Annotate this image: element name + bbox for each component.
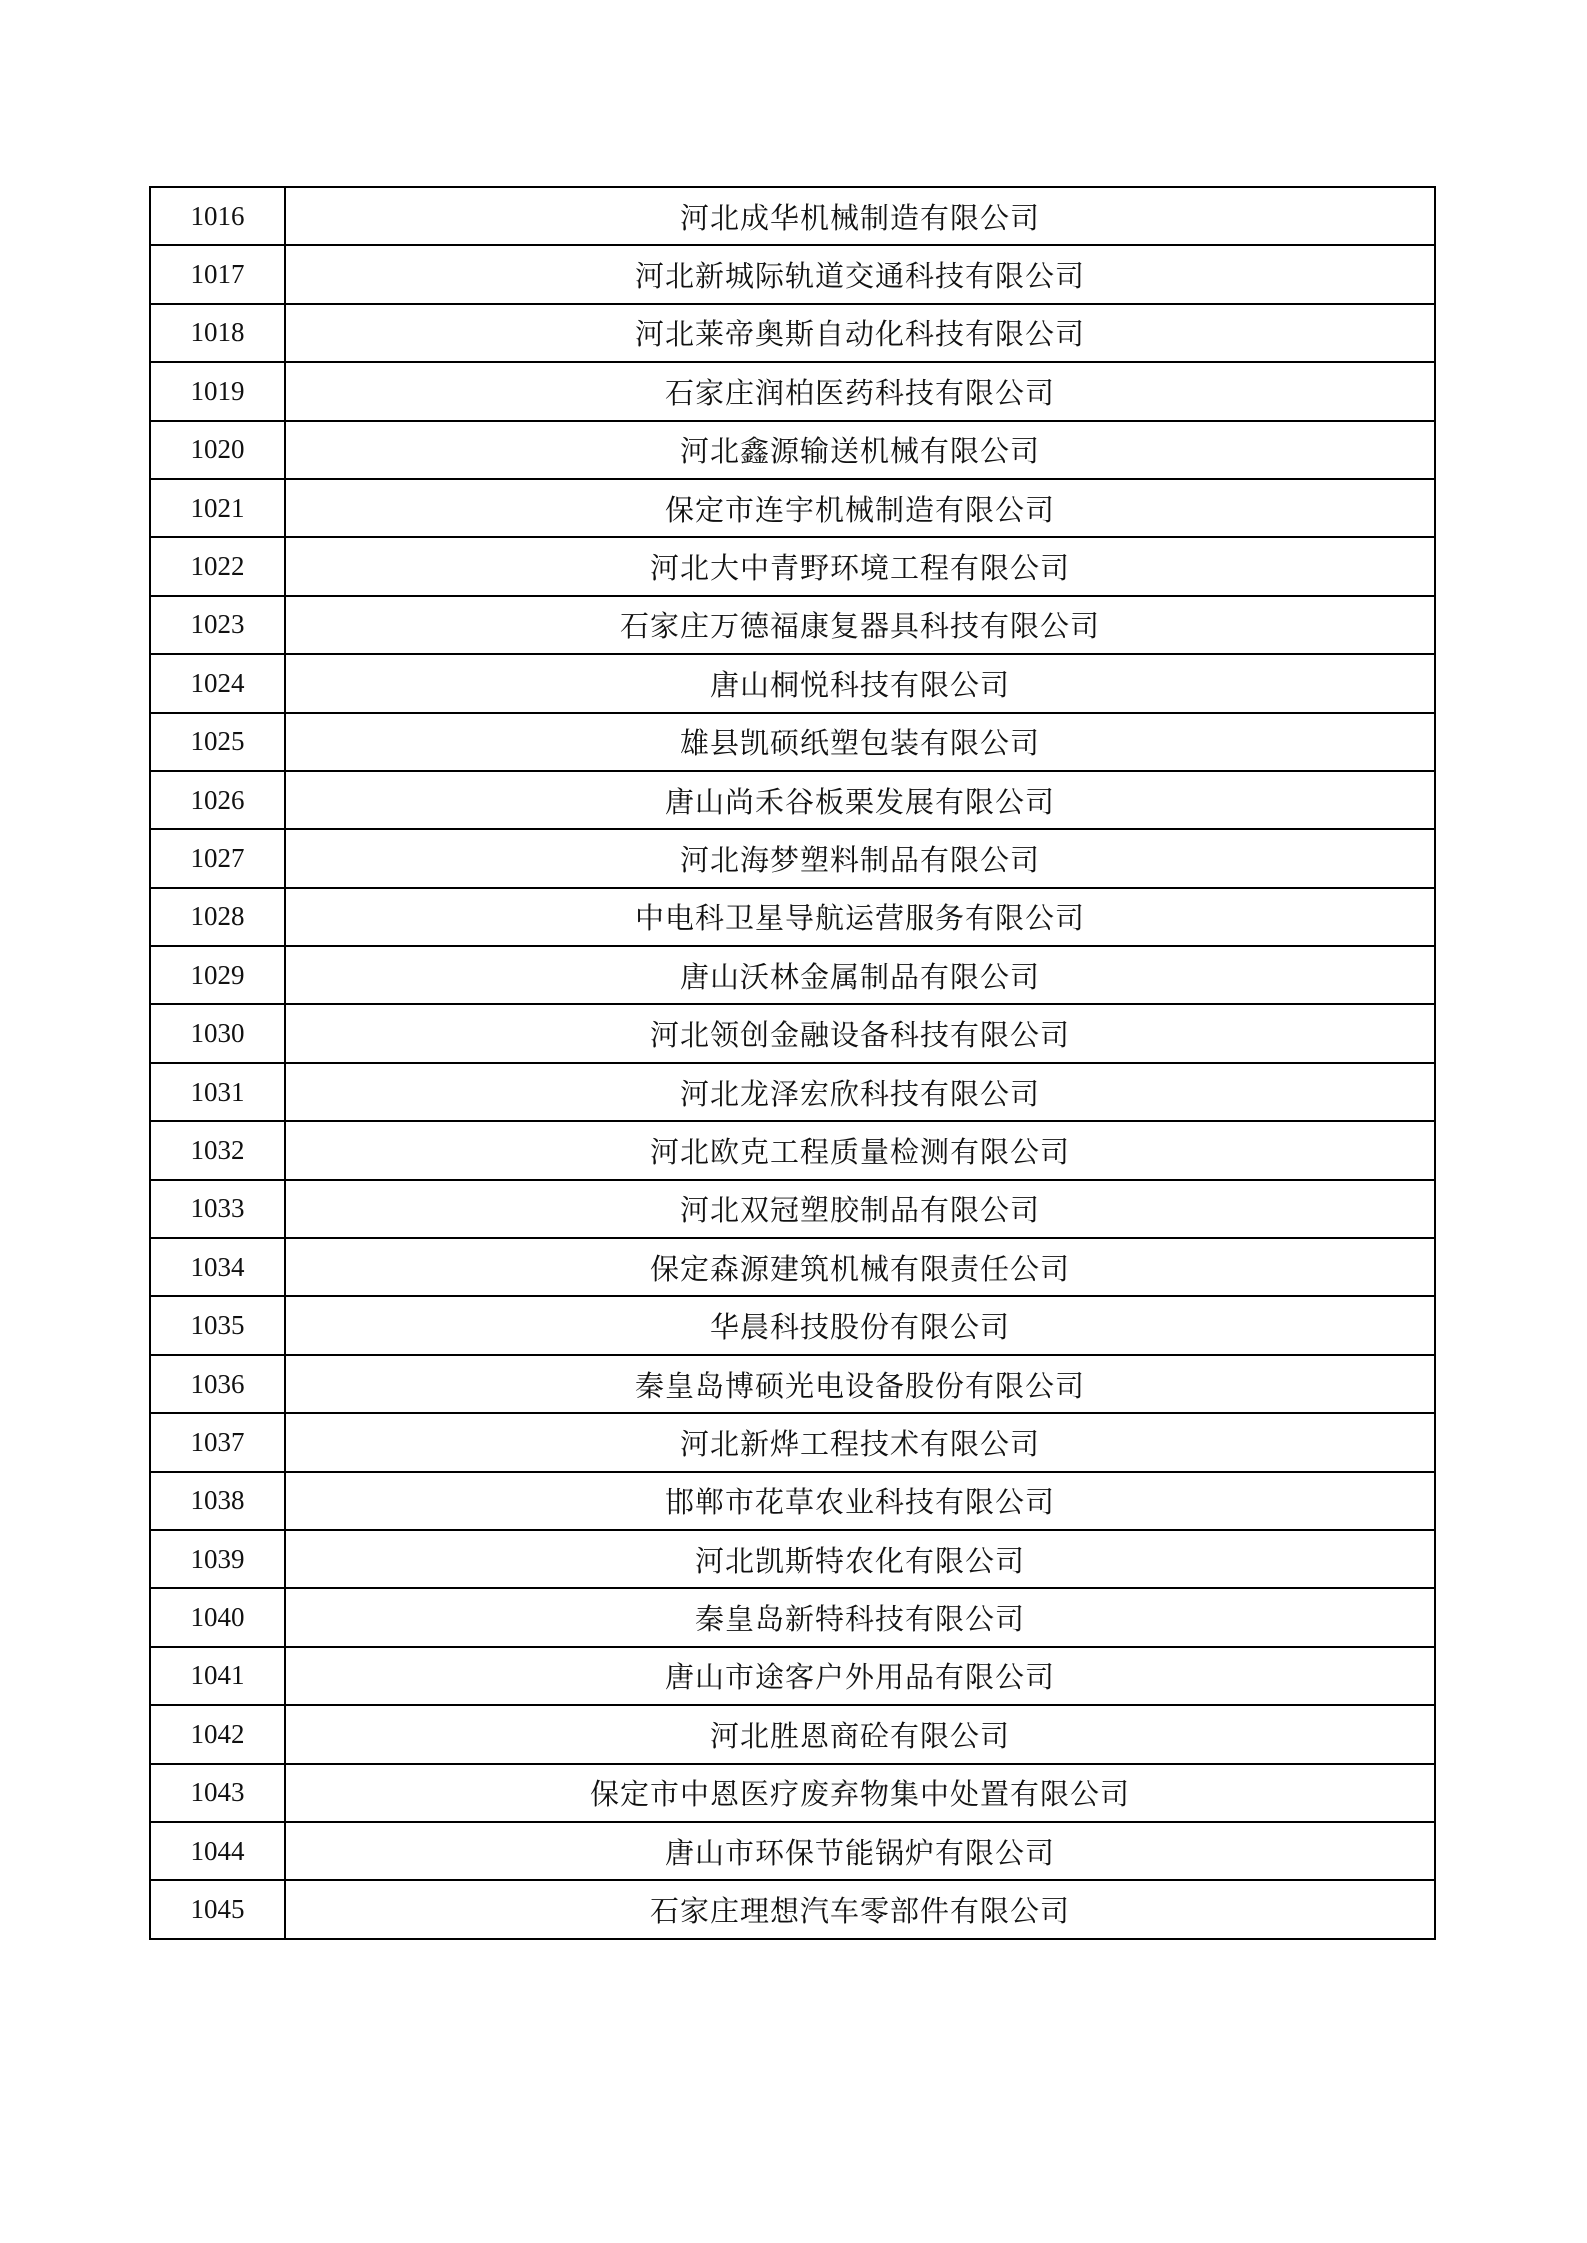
company-name-cell: 石家庄万德福康复器具科技有限公司 [285, 596, 1435, 654]
company-list-table [149, 186, 1436, 1940]
company-name-cell: 河北双冠塑胶制品有限公司 [285, 1180, 1435, 1238]
company-name-cell: 河北莱帝奥斯自动化科技有限公司 [285, 304, 1435, 362]
company-name-cell: 中电科卫星导航运营服务有限公司 [285, 888, 1435, 946]
table-row [150, 1180, 1435, 1238]
row-number-cell: 1022 [150, 537, 285, 595]
company-name-cell: 唐山尚禾谷板栗发展有限公司 [285, 771, 1435, 829]
row-number-cell: 1033 [150, 1180, 285, 1238]
table-row [150, 1647, 1435, 1705]
company-name-cell: 唐山市环保节能锅炉有限公司 [285, 1822, 1435, 1880]
table-row [150, 1296, 1435, 1354]
row-number-cell: 1041 [150, 1647, 285, 1705]
company-name-cell: 石家庄润柏医药科技有限公司 [285, 362, 1435, 420]
row-number-cell: 1027 [150, 829, 285, 887]
company-name-cell: 河北新城际轨道交通科技有限公司 [285, 245, 1435, 303]
company-name-cell: 河北龙泽宏欣科技有限公司 [285, 1063, 1435, 1121]
table-row [150, 362, 1435, 420]
table-row [150, 713, 1435, 771]
company-name-cell: 河北海梦塑料制品有限公司 [285, 829, 1435, 887]
table-row [150, 1355, 1435, 1413]
table-row [150, 1705, 1435, 1763]
company-name-cell: 雄县凯硕纸塑包装有限公司 [285, 713, 1435, 771]
row-number-cell: 1019 [150, 362, 285, 420]
company-name-cell: 秦皇岛博硕光电设备股份有限公司 [285, 1355, 1435, 1413]
row-number-cell: 1029 [150, 946, 285, 1004]
row-number-cell: 1040 [150, 1588, 285, 1646]
row-number-cell: 1028 [150, 888, 285, 946]
company-name-cell: 秦皇岛新特科技有限公司 [285, 1588, 1435, 1646]
table-row [150, 1004, 1435, 1062]
company-name-cell: 保定市连宇机械制造有限公司 [285, 479, 1435, 537]
row-number-cell: 1043 [150, 1764, 285, 1822]
row-number-cell: 1035 [150, 1296, 285, 1354]
row-number-cell: 1031 [150, 1063, 285, 1121]
row-number-cell: 1016 [150, 187, 285, 245]
company-name-cell: 华晨科技股份有限公司 [285, 1296, 1435, 1354]
table-row [150, 1880, 1435, 1938]
table-row [150, 1530, 1435, 1588]
table-row [150, 596, 1435, 654]
company-name-cell: 唐山桐悦科技有限公司 [285, 654, 1435, 712]
row-number-cell: 1045 [150, 1880, 285, 1938]
company-name-cell: 唐山沃林金属制品有限公司 [285, 946, 1435, 1004]
row-number-cell: 1032 [150, 1121, 285, 1179]
table-row [150, 1472, 1435, 1530]
table-row [150, 654, 1435, 712]
row-number-cell: 1020 [150, 421, 285, 479]
table-row [150, 946, 1435, 1004]
row-number-cell: 1044 [150, 1822, 285, 1880]
table-body [150, 187, 1435, 1939]
table-row [150, 1238, 1435, 1296]
row-number-cell: 1024 [150, 654, 285, 712]
row-number-cell: 1038 [150, 1472, 285, 1530]
company-name-cell: 河北新烨工程技术有限公司 [285, 1413, 1435, 1471]
table-row [150, 245, 1435, 303]
table-row [150, 1121, 1435, 1179]
row-number-cell: 1021 [150, 479, 285, 537]
row-number-cell: 1030 [150, 1004, 285, 1062]
row-number-cell: 1023 [150, 596, 285, 654]
table-row [150, 187, 1435, 245]
company-name-cell: 河北欧克工程质量检测有限公司 [285, 1121, 1435, 1179]
company-name-cell: 邯郸市花草农业科技有限公司 [285, 1472, 1435, 1530]
table-row [150, 421, 1435, 479]
company-name-cell: 保定森源建筑机械有限责任公司 [285, 1238, 1435, 1296]
table-row [150, 1822, 1435, 1880]
row-number-cell: 1025 [150, 713, 285, 771]
company-name-cell: 河北鑫源输送机械有限公司 [285, 421, 1435, 479]
row-number-cell: 1042 [150, 1705, 285, 1763]
company-name-cell: 石家庄理想汽车零部件有限公司 [285, 1880, 1435, 1938]
table-row [150, 1764, 1435, 1822]
table-row [150, 829, 1435, 887]
row-number-cell: 1026 [150, 771, 285, 829]
row-number-cell: 1018 [150, 304, 285, 362]
row-number-cell: 1036 [150, 1355, 285, 1413]
table-row [150, 1588, 1435, 1646]
company-name-cell: 河北成华机械制造有限公司 [285, 187, 1435, 245]
table-row [150, 537, 1435, 595]
company-name-cell: 河北胜恩商砼有限公司 [285, 1705, 1435, 1763]
row-number-cell: 1017 [150, 245, 285, 303]
table-row [150, 1413, 1435, 1471]
table-row [150, 771, 1435, 829]
table-row [150, 479, 1435, 537]
company-name-cell: 河北领创金融设备科技有限公司 [285, 1004, 1435, 1062]
company-name-cell: 河北凯斯特农化有限公司 [285, 1530, 1435, 1588]
company-name-cell: 唐山市途客户外用品有限公司 [285, 1647, 1435, 1705]
row-number-cell: 1037 [150, 1413, 285, 1471]
row-number-cell: 1039 [150, 1530, 285, 1588]
table-row [150, 304, 1435, 362]
row-number-cell: 1034 [150, 1238, 285, 1296]
table-row [150, 888, 1435, 946]
table-row [150, 1063, 1435, 1121]
company-name-cell: 河北大中青野环境工程有限公司 [285, 537, 1435, 595]
company-name-cell: 保定市中恩医疗废弃物集中处置有限公司 [285, 1764, 1435, 1822]
